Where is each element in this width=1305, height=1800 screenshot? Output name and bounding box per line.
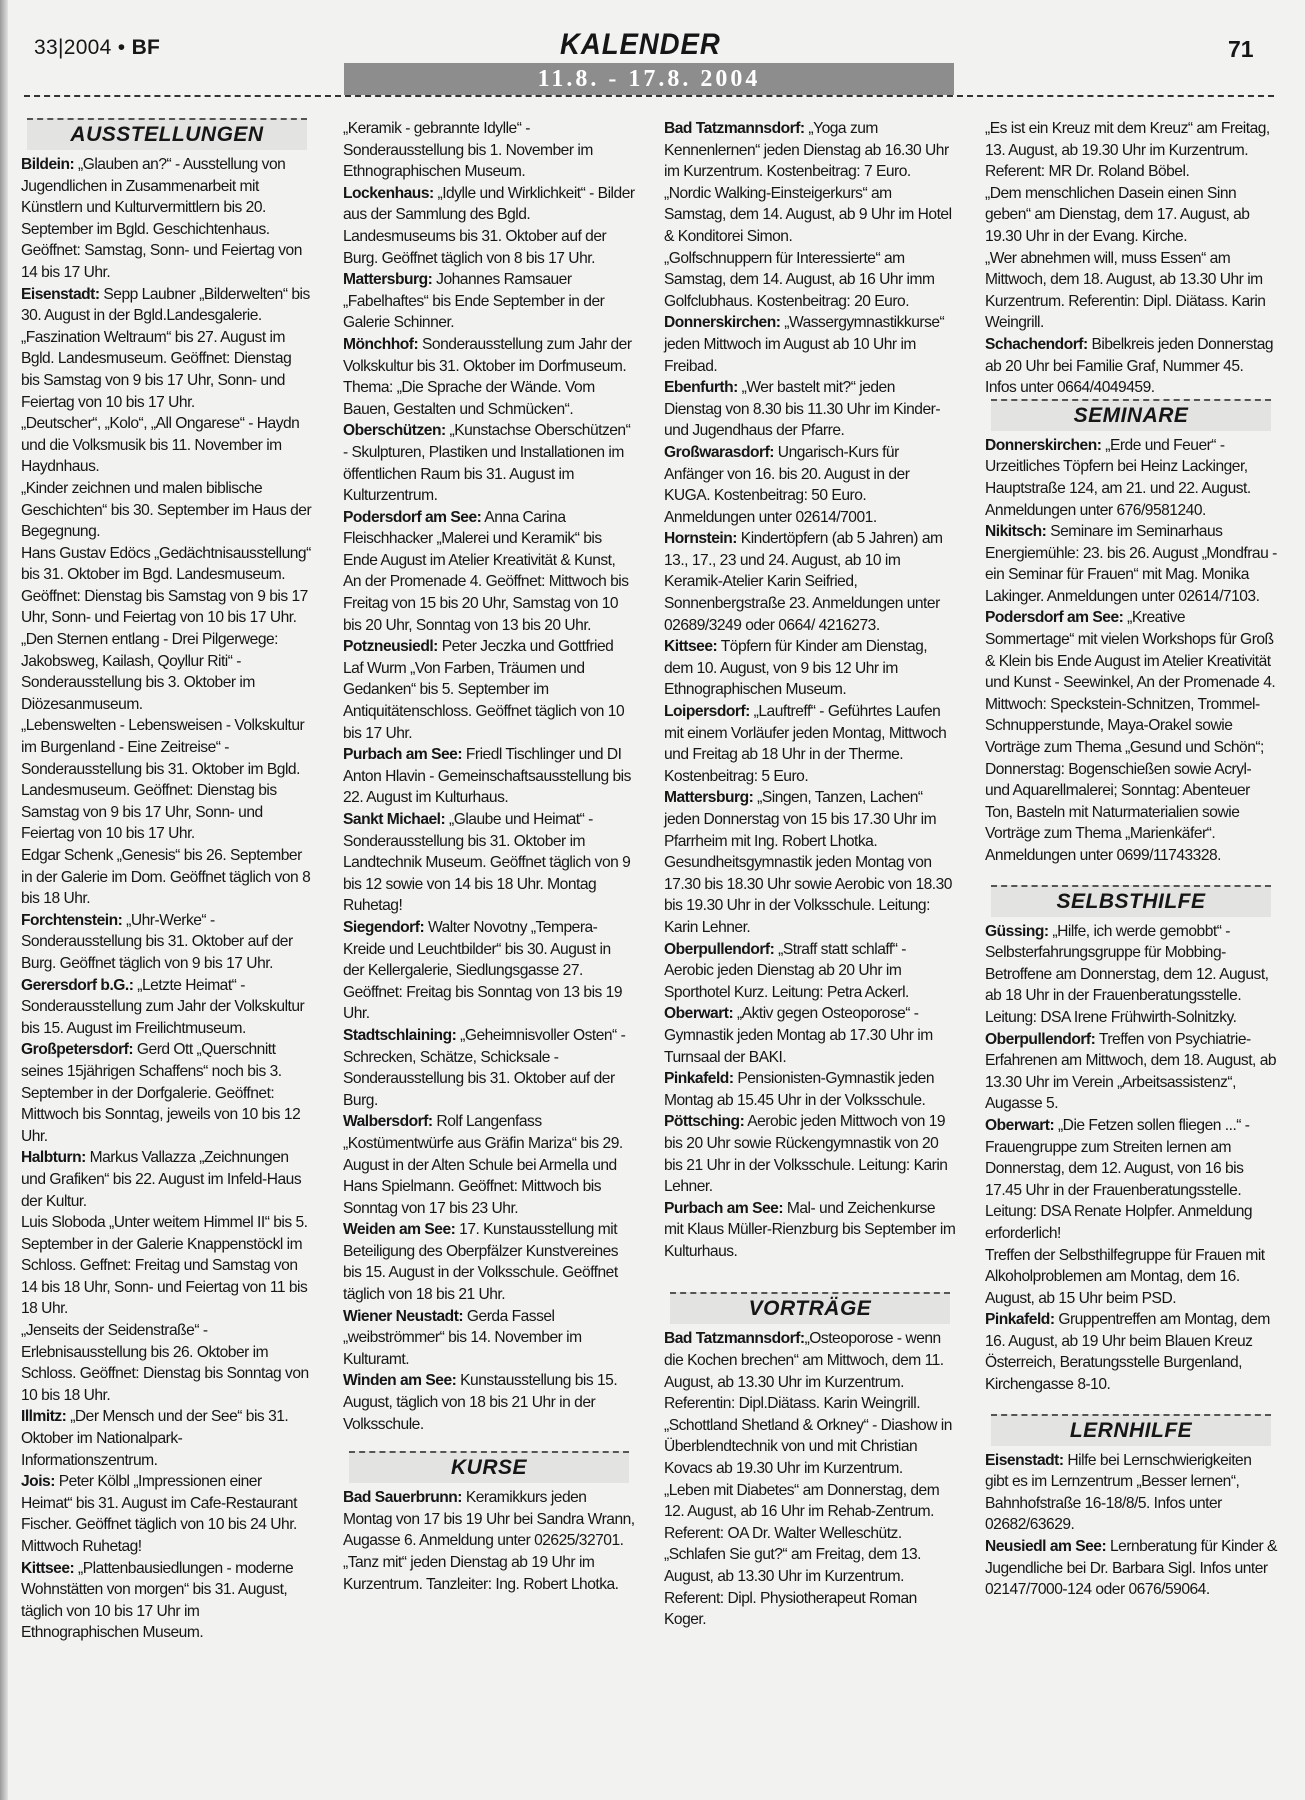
calendar-entry — [343, 183, 635, 269]
calendar-entry — [21, 1558, 313, 1644]
entry-text: „Schottland Shetland & Orkney“ - Diashow in Überblendtechnik von und mit Christian Kovacs ab 19.30 Uhr im Kurzentrum. — [664, 1416, 952, 1478]
entry-place: Oberwart: — [664, 1005, 734, 1023]
calendar-entry — [343, 118, 635, 183]
calendar-entry — [985, 334, 1277, 399]
section-heading-selbsthilfe: SELBSTHILFE — [991, 885, 1271, 917]
entry-place: Lockenhaus: — [343, 184, 434, 202]
calendar-entry — [664, 248, 956, 313]
entry-text: Markus Vallazza „Zeichnungen und Grafiken“ bis 22. August im Infeld-Haus der Kultur. — [21, 1149, 302, 1210]
entry-text: Gruppentreffen am Montag, dem 16. August, ab 19 Uhr beim Blauen Kreuz Österreich, Beratungsstelle Burgenland, Kirchengasse 8-10. — [985, 1311, 1270, 1394]
entry-text: Hilfe bei Lernschwierigkeiten gibt es im Lernzentrum „Besser lernen“, Bahnhofstraße 16-18/8/5. Infos unter 02682/63629. — [985, 1451, 1252, 1534]
column-4 — [985, 118, 1277, 1601]
entry-place: Eisenstadt: — [985, 1451, 1064, 1469]
entry-place: Gerersdorf b.G.: — [21, 976, 134, 994]
calendar-entry — [21, 629, 313, 715]
calendar-entry — [343, 1552, 635, 1595]
entry-place: Wiener Neustadt: — [343, 1307, 464, 1325]
entry-text: 17. Kunstausstellung mit Beteiligung des Oberpfälzer Kunstvereines bis 15. August in der Volksschule. Geöffnet täglich von 18 bis 21 Uhr. — [343, 1221, 619, 1304]
calendar-entry — [664, 183, 956, 248]
section-heading-lernhilfe: LERNHILFE — [991, 1414, 1271, 1446]
entry-text: Hans Gustav Edöcs „Gedächtnisausstellung“ bis 31. Oktober im Bgd. Landesmuseum. Geöffnet: Dienstag bis Samstag von 9 bis 17 Uhr, Sonn- und Feiertag von 10 bis 17 Uhr. — [21, 544, 311, 627]
calendar-entry — [343, 507, 635, 637]
entry-place: Bad Sauerbrunn: — [343, 1489, 462, 1507]
entry-text: „Glauben an?“ - Ausstellung von Jugendlichen in Zusammenarbeit mit Künstlern und Kulturvermittlern bis 20. September im Bgld. Geschichtenhaus. Geöffnet: Samstag, Sonn- und Feiertag von 14 bis 17 Uhr. — [21, 156, 302, 281]
calendar-entry — [985, 1536, 1277, 1601]
column-1 — [21, 118, 313, 1644]
entry-text: „Letzte Heimat“ - Sonderausstellung zum Jahr der Volkskultur bis 15. August im Freilichtmuseum. — [21, 976, 305, 1037]
calendar-entry — [985, 435, 1277, 521]
calendar-entry — [664, 442, 956, 528]
entry-text: Keramikkurs jeden Montag von 17 bis 19 Uhr bei Sandra Wrann, Augasse 6. Anmeldung unter 02625/32701. — [343, 1489, 635, 1550]
calendar-entry — [985, 921, 1277, 1029]
entry-text: Gerd Ott „Querschnitt seines 15jährigen Schaffens“ noch bis 3. September in der Dorfgalerie. Geöffnet: Mittwoch bis Sonntag, jeweils von 10 bis 12 Uhr. — [21, 1041, 301, 1145]
calendar-entry — [21, 1471, 313, 1557]
entry-text: „Lauftreff“ - Geführtes Laufen mit einem Vorläufer jeden Montag, Mittwoch und Freitag ab 18 Uhr in der Therme. Kostenbeitrag: 5 Euro. — [664, 703, 947, 785]
entry-text: Kunstausstellung bis 15. August, täglich von 18 bis 21 Uhr in der Volksschule. — [343, 1372, 618, 1433]
calendar-entry — [664, 377, 956, 442]
calendar-entry — [343, 1025, 635, 1111]
entry-text: Friedl Tischlinger und DI Anton Hlavin - Gemeinschaftsausstellung bis 22. August im Kulturhaus. — [343, 746, 631, 807]
page-number: 71 — [1228, 36, 1254, 62]
entry-place: Nikitsch: — [985, 523, 1047, 541]
calendar-entry — [21, 478, 313, 543]
entry-text: Edgar Schenk „Genesis“ bis 26. September in der Galerie im Dom. Geöffnet täglich von 8 bis 18 Uhr. — [21, 847, 311, 908]
calendar-entry — [21, 413, 313, 478]
entry-place: Kittsee: — [21, 1559, 75, 1577]
calendar-entry — [343, 269, 635, 334]
entry-text: „Kreative Sommertage“ mit vielen Workshops für Groß & Klein bis Ende August im Atelier Kreativität und Kunst - Seewinkel, An der Promenade 4. Mittwoch: Speckstein-Schnitzen, Trommel-Schnupperstunde, Maya-Orakel sowie Vorträge zum Thema „Gesund und Schön“; Donnerstag: Bogenschießen sowie Acryl- und Aquarellmalerei; Sonntag: Abenteuer Ton, Basteln mit Naturmaterialien sowie Vorträge zum Thema „Marienkäfer“. Anmeldungen unter 0699/11743328. — [985, 609, 1276, 864]
calendar-entry — [343, 1306, 635, 1371]
entry-text: Bibelkreis jeden Donnerstag ab 20 Uhr bei Familie Graf, Nummer 45. Infos unter 0664/4049459. — [985, 335, 1274, 397]
entry-text: Kindertöpfern (ab 5 Jahren) am 13., 17., 23 und 24. August, ab 10 im Keramik-Atelier Karin Seifried, Sonnenbergstraße 23. Anmeldungen unter 02689/3249 oder 0664/ 4216273. — [664, 530, 943, 634]
entry-text: „Keramik - gebrannte Idylle“ - Sonderausstellung bis 1. November im Ethnographischen Museum. — [343, 120, 593, 181]
entry-text: „Plattenbausiedlungen - moderne Wohnstätten von morgen“ bis 31. August, täglich von 10 bis 17 Uhr im Ethnographischen Museum. — [21, 1559, 294, 1642]
entry-text: „Nordic Walking-Einsteigerkurs“ am Samstag, dem 14. August, ab 9 Uhr im Hotel & Konditorei Simon. — [664, 184, 952, 245]
calendar-entry — [664, 312, 956, 377]
entry-text: Treffen der Selbsthilfegruppe für Frauen mit Alkoholproblemen am Montag, dem 16. August, ab 15 Uhr beim PSD. — [985, 1246, 1265, 1307]
calendar-entry — [21, 1039, 313, 1147]
entry-place: Siegendorf: — [343, 918, 425, 936]
calendar-entry — [21, 1147, 313, 1212]
calendar-entry — [343, 334, 635, 420]
calendar-entry — [985, 607, 1277, 866]
entry-text: „Lebenswelten - Lebensweisen - Volkskultur im Burgenland - Eine Zeitreise“ - Sonderausstellung bis 31. Oktober im Bgld. Landesmuseum. Geöffnet: Dienstag bis Samstag von 9 bis 17 Uhr, Sonn- und Feiertag von 10 bis 17 Uhr. — [21, 717, 305, 843]
entry-place: Sankt Michael: — [343, 811, 446, 828]
entry-text: „Yoga zum Kennenlernen“ jeden Dienstag ab 16.30 Uhr im Kurzentrum. Kostenbeitrag: 7 Euro. — [664, 120, 949, 181]
entry-text: Ungarisch-Kurs für Anfänger von 16. bis 20. August in der KUGA. Kostenbeitrag: 50 Euro. Anmeldungen unter 02614/7001. — [664, 443, 910, 526]
entry-text: Sonderausstellung zum Jahr der Volkskultur bis 31. Oktober im Dorfmuseum. Thema: „Die Sprache der Wände. Vom Bauen, Gestalten und Schmücken“. — [343, 335, 632, 418]
entry-text: Walter Novotny „Tempera-Kreide und Leuchtbilder“ bis 30. August in der Kellergalerie, Siedlungsgasse 27. Geöffnet: Freitag bis Sonntag von 13 bis 19 Uhr. — [343, 918, 623, 1023]
calendar-entry — [985, 248, 1277, 334]
entry-text: Johannes Ramsauer „Fabelhaftes“ bis Ende September in der Galerie Schinner. — [343, 271, 605, 332]
calendar-entry — [985, 1245, 1277, 1310]
entry-text: Peter Kölbl „Impressionen einer Heimat“ bis 31. August im Cafe-Restaurant Fischer. Geöffnet täglich von 10 bis 24 Uhr. Mittwoch Ruhetag! — [21, 1473, 297, 1555]
entry-place: Weiden am See: — [343, 1221, 456, 1239]
entry-text: „Es ist ein Kreuz mit dem Kreuz“ am Freitag, 13. August, ab 19.30 Uhr im Kurzentrum. Referent: MR Dr. Roland Böbel. — [985, 120, 1270, 181]
calendar-entry — [664, 118, 956, 183]
column-2 — [343, 118, 635, 1595]
calendar-entry — [343, 917, 635, 1025]
entry-text: „Kunstachse Oberschützen“ - Skulpturen, Plastiken und Installationen im öffentlichen Raum bis 31. August im Kulturzentrum. — [343, 422, 631, 505]
entry-text: „Die Fetzen sollen fliegen ...“ - Frauengruppe zum Streiten lernen am Donnerstag, dem 12. August, von 16 bis 17.45 Uhr in der Frauenberatungsstelle. Leitung: DSA Renate Holpfer. Anmeldung erforderlich! — [985, 1116, 1253, 1242]
brand-label: BF — [131, 36, 161, 59]
calendar-entry — [664, 1068, 956, 1111]
entry-text: „Idylle und Wirklichkeit“ - Bilder aus der Sammlung des Bgld. Landesmuseums bis 31. Oktober auf der Burg. Geöffnet täglich von 8 bis 17 Uhr. — [343, 184, 635, 267]
entry-place: Güssing: — [985, 922, 1049, 940]
entry-place: Bad Tatzmannsdorf: — [664, 1330, 805, 1348]
entry-place: Jois: — [21, 1473, 55, 1491]
entry-place: Mönchhof: — [343, 335, 419, 353]
calendar-entry — [664, 1003, 956, 1068]
entry-text: „Wer abnehmen will, muss Essen“ am Mittwoch, dem 18. August, ab 13.30 Uhr im Kurzentrum. Referentin: Dipl. Diätass. Karin Weingrill. — [985, 249, 1266, 332]
entry-text: Aerobic jeden Mittwoch von 19 bis 20 Uhr sowie Rückengymnastik von 20 bis 21 Uhr in der Volksschule. Leitung: Karin Lehner. — [664, 1113, 948, 1196]
calendar-entry — [21, 845, 313, 910]
calendar-entry — [21, 543, 313, 629]
entry-place: Oberpullendorf: — [985, 1030, 1096, 1048]
entry-place: Neusiedl am See: — [985, 1538, 1107, 1556]
calendar-entry — [21, 715, 313, 845]
calendar-entry — [21, 327, 313, 413]
calendar-entry — [664, 1111, 956, 1197]
calendar-entry — [985, 521, 1277, 607]
entry-text: „Uhr-Werke“ - Sonderausstellung bis 31. Oktober auf der Burg. Geöffnet täglich von 9 bis 17 Uhr. — [21, 911, 293, 972]
entry-place: Großwarasdorf: — [664, 443, 774, 461]
entry-text: Treffen von Psychiatrie-Erfahrenen am Mittwoch, dem 18. August, ab 13.30 Uhr im Verein „Arbeitsassistenz“, Augasse 5. — [985, 1030, 1277, 1113]
calendar-entry — [985, 1115, 1277, 1245]
entry-place: Kittsee: — [664, 638, 718, 656]
entry-place: Donnerskirchen: — [664, 314, 781, 332]
calendar-entry — [664, 636, 956, 701]
entry-text: Lernberatung für Kinder & Jugendliche bei Dr. Barbara Sigl. Infos unter 02147/7000-124 oder 0676/59064. — [985, 1538, 1277, 1599]
calendar-entry — [21, 1320, 313, 1406]
entry-place: Purbach am See: — [343, 746, 463, 764]
entry-text: „Dem menschlichen Dasein einen Sinn geben“ am Dienstag, dem 17. August, ab 19.30 Uhr in der Evang. Kirche. — [985, 184, 1250, 245]
entry-place: Podersdorf am See: — [343, 508, 482, 526]
calendar-entry — [343, 1487, 635, 1552]
entry-text: „Aktiv gegen Osteoporose“ - Gymnastik jeden Montag ab 17.30 Uhr im Turnsaal der BAKI. — [664, 1005, 933, 1066]
entry-text: „Straff statt schlaff“ - Aerobic jeden Dienstag ab 20 Uhr im Sporthotel Kurz. Leitung: Petra Ackerl. — [664, 940, 909, 1001]
calendar-entry — [664, 787, 956, 852]
entry-text: Gerda Fassel „weibströmmer“ bis 14. November im Kulturamt. — [343, 1307, 582, 1368]
calendar-entry — [343, 744, 635, 809]
entry-place: Donnerskirchen: — [985, 436, 1102, 454]
calendar-entry — [664, 528, 956, 636]
entry-place: Halbturn: — [21, 1149, 86, 1167]
entry-place: Schachendorf: — [985, 335, 1088, 353]
calendar-entry — [985, 1450, 1277, 1536]
entry-text: „Schlafen Sie gut?“ am Freitag, dem 13. August, ab 13.30 Uhr im Kurzentrum. Referent: Dipl. Physiotherapeut Roman Koger. — [664, 1546, 921, 1629]
entry-text: „Golfschnuppern für Interessierte“ am Samstag, dem 14. August, ab 16 Uhr imm Golfclubhaus. Kostenbeitrag: 20 Euro. — [664, 249, 935, 310]
calendar-entry — [664, 1198, 956, 1263]
entry-place: Forchtenstein: — [21, 911, 123, 929]
entry-text: Anna Carina Fleischhacker „Malerei und Keramik“ bis Ende August im Atelier Kreativität & Kunst, An der Promenade 4. Geöffnet: Mittwoch bis Freitag von 15 bis 20 Uhr, Samstag von 10 bis 20 Uhr, Sonntag von 13 bis 20 Uhr. — [343, 508, 629, 634]
entry-place: Winden am See: — [343, 1372, 457, 1390]
section-title: KALENDER — [560, 28, 721, 61]
entry-text: „Hilfe, ich werde gemobbt“ - Selbsterfahrungsgruppe für Mobbing-Betroffene am Donnerstag, dem 12. August, ab 18 Uhr in der Frauenberatungsstelle. Leitung: DSA Irene Frühwirth-Solnitzky. — [985, 922, 1269, 1026]
entry-place: Illmitz: — [21, 1408, 67, 1426]
entry-place: Eisenstadt: — [21, 285, 100, 303]
entry-place: Podersdorf am See: — [985, 609, 1124, 627]
issue-label: 33|2004 • BF — [34, 36, 161, 59]
entry-place: Oberpullendorf: — [664, 940, 775, 958]
section-heading-vortraege: VORTRÄGE — [670, 1292, 950, 1324]
entry-place: Bildein: — [21, 156, 75, 173]
entry-place: Ebenfurth: — [664, 379, 738, 397]
entry-place: Oberwart: — [985, 1116, 1055, 1134]
calendar-entry — [664, 852, 956, 938]
section-heading-ausstellungen: AUSSTELLUNGEN — [27, 118, 307, 150]
entry-place: Walbersdorf: — [343, 1113, 433, 1131]
calendar-entry — [21, 975, 313, 1040]
entry-place: Pinkafeld: — [985, 1311, 1055, 1329]
calendar-entry — [664, 1415, 956, 1480]
entry-place: Mattersburg: — [343, 271, 433, 289]
calendar-entry — [985, 1309, 1277, 1395]
entry-text: „Erde und Feuer“ - Urzeitliches Töpfern bei Heinz Lackinger, Hauptstraße 124, am 21. und 22. August. Anmeldungen unter 676/9581240. — [985, 436, 1251, 519]
entry-place: Purbach am See: — [664, 1199, 784, 1217]
calendar-entry — [21, 1212, 313, 1320]
entry-text: „Den Sternen entlang - Drei Pilgerwege: Jakobsweg, Kailash, Qoyllur Riti“ - Sonderausstellung bis 3. Oktober im Diözesanmuseum. — [21, 631, 278, 713]
calendar-entry — [664, 1544, 956, 1630]
calendar-entry — [664, 1328, 956, 1414]
entry-text: Seminare im Seminarhaus Energiemühle: 23. bis 26. August „Mondfrau - ein Seminar für Frauen“ mit Mag. Monika Lakinger. Anmeldungen unter 02614/7103. — [985, 523, 1277, 605]
entry-place: Pinkafeld: — [664, 1070, 734, 1088]
entry-text: „Tanz mit“ jeden Dienstag ab 19 Uhr im Kurzentrum. Tanzleiter: Ing. Robert Lhotka. — [343, 1554, 619, 1593]
entry-text: „Jenseits der Seidenstraße“ - Erlebnisausstellung bis 26. Oktober im Schloss. Geöffnet: Dienstag bis Sonntag von 10 bis 18 Uhr. — [21, 1322, 309, 1404]
calendar-entry — [985, 118, 1277, 183]
entry-place: Pöttsching: — [664, 1113, 745, 1131]
entry-text: Sepp Laubner „Bilderwelten“ bis 30. August in der Bgld.Landesgalerie. — [21, 285, 310, 325]
calendar-entry — [21, 1406, 313, 1471]
calendar-entry — [343, 1111, 635, 1219]
entry-text: „Singen, Tanzen, Lachen“ jeden Donnerstag von 15 bis 17.30 Uhr im Pfarrheim mit Ing. Robert Lhotka. — [664, 789, 937, 850]
entry-text: Gesundheitsgymnastik jeden Montag von 17.30 bis 18.30 Uhr sowie Aerobic von 18.30 bis 19.30 Uhr in der Volksschule. Leitung: Karin Lehner. — [664, 854, 952, 936]
calendar-entry — [664, 701, 956, 787]
calendar-entry — [664, 1480, 956, 1545]
entry-text: Rolf Langenfass „Kostümentwürfe aus Gräfin Mariza“ bis 29. August in der Alten Schule bei Armella und Hans Spielmann. Geöffnet: Mittwoch bis Sonntag von 17 bis 23 Uhr. — [343, 1113, 623, 1217]
entry-place: Stadtschlaining: — [343, 1026, 457, 1044]
entry-text: „Deutscher“, „Kolo“, „All Ongarese“ - Haydn und die Volksmusik bis 11. November im Haydnhaus. — [21, 415, 300, 476]
entry-place: Potzneusiedl: — [343, 638, 438, 656]
section-heading-seminare: SEMINARE — [991, 399, 1271, 431]
entry-text: „Osteoporose - wenn die Kochen brechen“ am Mittwoch, dem 11. August, ab 13.30 Uhr im Kurzentrum. Referentin: Dipl.Diätass. Karin Weingrill. — [664, 1330, 944, 1413]
column-3 — [664, 118, 956, 1631]
date-range-banner: 11.8. - 17.8. 2004 — [344, 63, 954, 95]
entry-text: „Faszination Weltraum“ bis 27. August im Bgld. Landesmuseum. Geöffnet: Dienstag bis Samstag von 9 bis 17 Uhr, Sonn- und Feiertag von 10 bis 17 Uhr. — [21, 328, 292, 411]
header-divider — [24, 95, 1274, 97]
calendar-entry — [985, 1029, 1277, 1115]
calendar-entry — [343, 636, 635, 744]
calendar-entry — [21, 284, 313, 327]
entry-place: Loipersdorf: — [664, 703, 750, 721]
entry-text: Töpfern für Kinder am Dienstag, dem 10. August, von 9 bis 12 Uhr im Ethnographischen Museum. — [664, 638, 928, 699]
entry-place: Hornstein: — [664, 530, 737, 548]
scan-edge — [0, 0, 8, 1800]
entry-text: Pensionisten-Gymnastik jeden Montag ab 15.45 Uhr in der Volksschule. — [664, 1070, 934, 1109]
entry-place: Oberschützen: — [343, 422, 446, 440]
calendar-entry — [343, 1370, 635, 1435]
entry-text: Mal- und Zeichenkurse mit Klaus Müller-Rienzburg bis September im Kulturhaus. — [664, 1199, 956, 1260]
entry-place: Großpetersdorf: — [21, 1041, 134, 1059]
entry-text: „Glaube und Heimat“ - Sonderausstellung bis 31. Oktober im Landtechnik Museum. Geöffnet täglich von 9 bis 12 sowie von 14 bis 18 Uhr. Montag Ruhetag! — [343, 811, 631, 915]
entry-place: Mattersburg: — [664, 789, 754, 807]
entry-text: Luis Sloboda „Unter weitem Himmel II“ bis 5. September in der Galerie Knappenstöckl im Schloss. Geffnet: Freitag und Samstag von 14 bis 18 Uhr, Sonn- und Feiertag von 11 bis 18 Uhr. — [21, 1214, 308, 1318]
calendar-entry — [985, 183, 1277, 248]
entry-text: „Wer bastelt mit?“ jeden Dienstag von 8.30 bis 11.30 Uhr im Kinder- und Jugendhaus der Pfarre. — [664, 379, 941, 440]
calendar-entry — [664, 939, 956, 1004]
entry-text: „Geheimnisvoller Osten“ - Schrecken, Schätze, Schicksale - Sonderausstellung bis 31. Oktober auf der Burg. — [343, 1026, 626, 1109]
entry-text: Peter Jeczka und Gottfried Laf Wurm „Von Farben, Träumen und Gedanken“ bis 5. September im Antiquitätenschloss. Geöffnet täglich von 10 bis 17 Uhr. — [343, 638, 625, 742]
calendar-entry — [343, 420, 635, 506]
entry-text: „Wassergymnastikkurse“ jeden Mittwoch im August ab 10 Uhr im Freibad. — [664, 314, 945, 375]
calendar-entry — [21, 154, 313, 284]
entry-text: „Leben mit Diabetes“ am Donnerstag, dem 12. August, ab 16 Uhr im Rehab-Zentrum. Referent: OA Dr. Walter Welleschütz. — [664, 1481, 940, 1542]
entry-place: Bad Tatzmannsdorf: — [664, 120, 805, 137]
section-heading-kurse: KURSE — [349, 1451, 629, 1483]
calendar-entry — [343, 809, 635, 917]
calendar-entry — [21, 910, 313, 975]
calendar-entry — [343, 1219, 635, 1305]
entry-text: „Kinder zeichnen und malen biblische Geschichten“ bis 30. September im Haus der Begegnung. — [21, 479, 312, 541]
entry-text: „Der Mensch und der See“ bis 31. Oktober im Nationalpark-Informationszentrum. — [21, 1408, 289, 1469]
